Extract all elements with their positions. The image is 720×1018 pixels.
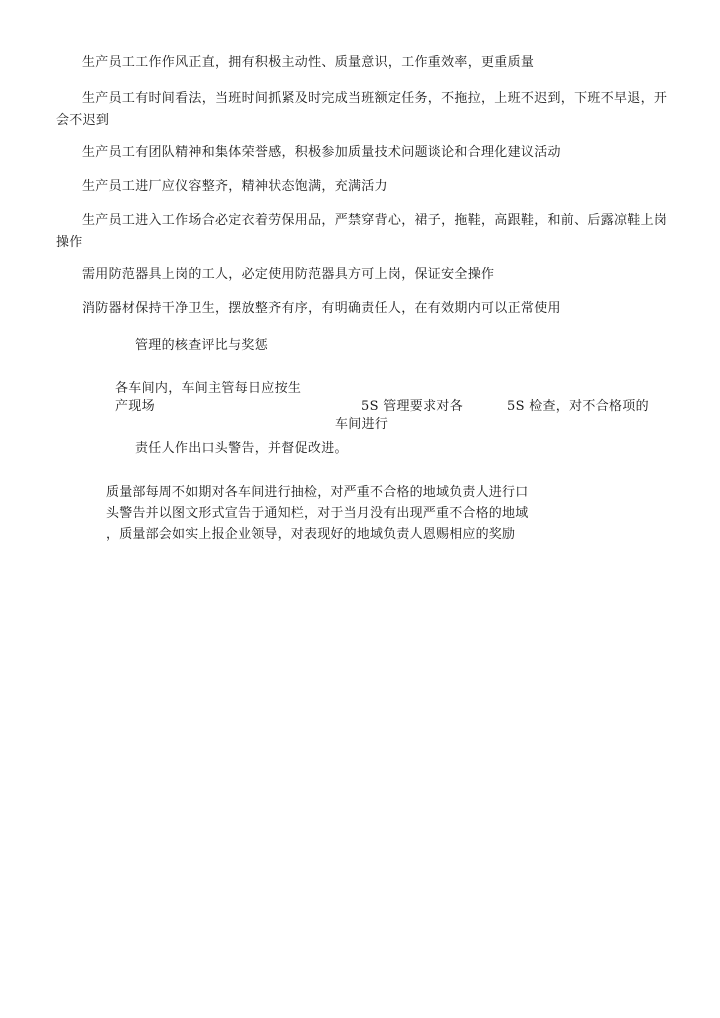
inspection-col3-line1: 5S 检查，对不合格项的: [507, 399, 649, 414]
quality-line-2: 头警告并以图文形式宣告于通知栏，对于当月没有出现严重不合格的地域: [106, 506, 529, 521]
section-heading: 管理的核查评比与奖惩: [135, 338, 269, 353]
quality-paragraph: [106, 482, 528, 545]
paragraph-work-style: 生产员工工作作风正直，拥有积极主动性、质量意识，工作重效率，更重质量: [82, 55, 535, 70]
inspection-col2-line2: 车间进行: [335, 417, 389, 432]
inspection-followup: 责任人作出口头警告，并督促改进。: [135, 441, 348, 456]
paragraph-protective-equipment: 需用防范器具上岗的工人，必定使用防范器具方可上岗，保证安全操作: [82, 267, 495, 282]
quality-line-3: ，质量部会如实上报企业领导，对表现好的地域负责人恩赐相应的奖励: [106, 527, 516, 542]
paragraph-team-spirit: 生产员工有团队精神和集体荣誉感，积极参加质量技术问题谈论和合理化建议活动: [82, 145, 561, 160]
quality-line-1: 质量部每周不如期对各车间进行抽检，对严重不合格的地域负责人进行口: [106, 485, 529, 500]
inspection-col2-line1: 5S 管理要求对各: [361, 399, 464, 414]
inspection-col1-line2: 产现场: [115, 399, 155, 414]
inspection-col1-line1: 各车间内，车间主管每日应按生: [115, 381, 302, 396]
paragraph-appearance: 生产员工进厂应仪容整齐，精神状态饱满，充满活力: [82, 179, 388, 194]
paragraph-time-management: 生产员工有时间看法，当班时间抓紧及时完成当班额定任务，不拖拉，上班不迟到，下班不早退，开会不迟到: [56, 91, 668, 128]
paragraph-protective-clothing: 生产员工进入工作场合必定衣着劳保用品，严禁穿背心，裙子，拖鞋，高跟鞋，和前、后露凉鞋上岗操作: [56, 213, 668, 250]
paragraph-fire-equipment: 消防器材保持干净卫生，摆放整齐有序，有明确责任人，在有效期内可以正常使用: [82, 301, 561, 316]
